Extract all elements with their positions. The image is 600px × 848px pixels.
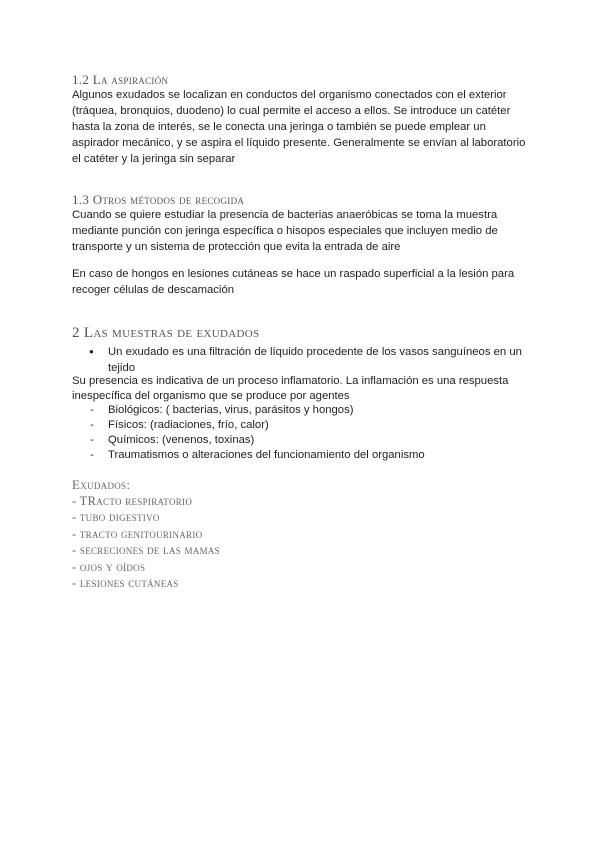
list-item: - Traumatismos o alteraciones del funcionamiento del organismo [89,448,425,463]
section-1-3-heading: 1.3 Otros métodos de recogida [72,192,245,207]
text-line: (tráquea, bronquios, duodeno) lo cual permite el acceso a ellos. Se introduce un catéter [72,105,511,117]
section-2-heading: 2 Las muestras de exudados [72,325,260,341]
list-item [89,344,529,376]
list-item: - tracto genitourinario [72,526,203,541]
list-item: - Químicos: (venenos, toxinas) [89,433,425,448]
list-item: - tubo digestivo [72,510,160,525]
list-item: - Biológicos: ( bacterias, virus, parásitos y hongos) [89,403,425,418]
list-item: - lesiones cutáneas [72,576,179,591]
text-line: Cuando se quiere estudiar la presencia de bacterias anaeróbicas se toma la muestra [72,209,498,221]
section-1-2-paragraph [72,87,532,167]
exudados-list [72,493,220,591]
text-line: aspirador mecánico, y se aspira el líquido presente. Generalmente se envían al laboratorio [72,137,526,149]
agents-list [89,403,425,463]
section-2-paragraph [72,374,532,404]
text-line: En caso de hongos en lesiones cutáneas se hace un raspado superficial a la lesión para [72,268,515,280]
list-item: - Físicos: (radiaciones, frío, calor) [89,418,425,433]
text-line: tejido [108,362,136,374]
section-1-2-heading: 1.2 La aspiración [72,72,169,87]
text-line: mediante punción con jeringa específica o hisopos especiales que incluyen medio de [72,225,498,237]
exudados-heading: Exudados: [72,477,131,492]
section-1-3-paragraph-2 [72,266,532,298]
section-2-bullet-list [89,344,529,376]
list-item: - TRacto respiratorio [72,494,193,508]
text-line: el catéter y la jeringa sin separar [72,153,236,165]
list-item: - ojos y oídos [72,559,146,574]
text-line: recoger células de descamación [72,284,235,296]
text-line: ● Un exudado es una filtración de líquido procedente de los vasos sanguíneos en un [108,346,522,358]
text-line: hasta la zona de interés, se le conecta una jeringa o también se puede emplear un [72,121,486,133]
text-line: inespecífica del organismo que se produce por agentes [72,390,350,402]
list-item: - secreciones de las mamas [72,543,220,558]
text-line: Algunos exudados se localizan en conductos del organismo conectados con el exterior [72,89,507,101]
text-line: transporte y un sistema de protección que evita la entrada de aire [72,241,401,253]
section-1-3-paragraph-1 [72,207,532,255]
text-line: Su presencia es indicativa de un proceso inflamatorio. La inflamación es una respuesta [72,375,509,387]
